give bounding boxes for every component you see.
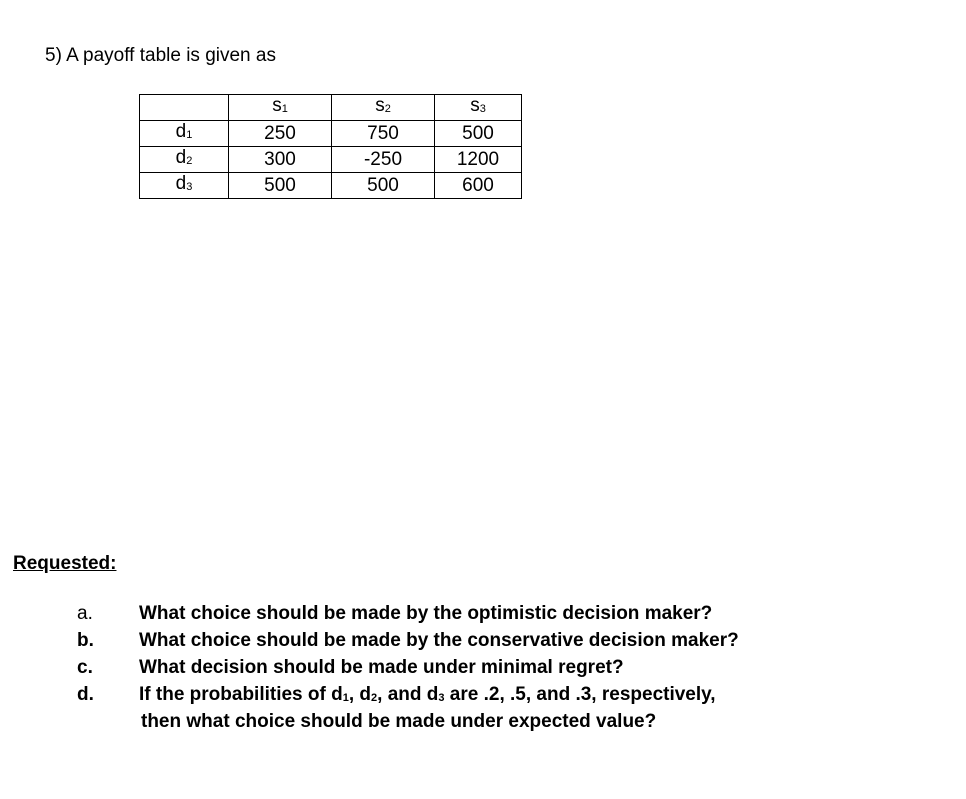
- decision-subscript: 1: [186, 129, 193, 141]
- state-label: s: [272, 95, 282, 116]
- state-subscript: 1: [281, 103, 288, 115]
- state-label: s: [470, 95, 480, 116]
- text-part: are .2, .5, and .3, respectively,: [444, 684, 716, 705]
- payoff-cell: -250: [332, 147, 435, 173]
- question-text: What decision should be made under minimal regret?: [139, 657, 624, 678]
- payoff-cell: 500: [435, 121, 522, 147]
- state-header-s1: [229, 95, 332, 121]
- state-subscript: 3: [479, 103, 486, 115]
- decision-label-d1: [140, 121, 229, 147]
- question-letter: d.: [77, 684, 94, 705]
- decision-label-d3: [140, 173, 229, 199]
- payoff-cell: 250: [229, 121, 332, 147]
- question-d: [0, 681, 966, 735]
- payoff-cell: 600: [435, 173, 522, 199]
- question-b: [0, 627, 966, 654]
- payoff-cell: 750: [332, 121, 435, 147]
- subscript: 1: [342, 692, 349, 704]
- problem-heading: 5) A payoff table is given as: [45, 45, 276, 66]
- text-part: , d: [348, 684, 372, 705]
- payoff-cell: 500: [229, 173, 332, 199]
- table-row-d1: [140, 121, 522, 147]
- payoff-cell: 300: [229, 147, 332, 173]
- text-part: If the probabilities of d: [139, 684, 343, 705]
- table-header-row: [140, 95, 522, 121]
- payoff-cell: 1200: [435, 147, 522, 173]
- question-letter: c.: [77, 657, 93, 678]
- subscript: 3: [438, 692, 445, 704]
- state-label: s: [375, 95, 385, 116]
- decision-label: d: [175, 147, 187, 168]
- state-header-s3: [435, 95, 522, 121]
- decision-label: d: [175, 121, 187, 142]
- payoff-cell: 500: [332, 173, 435, 199]
- question-list: [0, 600, 966, 735]
- question-letter: a.: [77, 603, 93, 624]
- subscript: 2: [371, 692, 378, 704]
- table-corner-cell: [140, 95, 229, 121]
- requested-title: Requested:: [13, 553, 117, 574]
- state-subscript: 2: [384, 103, 391, 115]
- question-letter: b.: [77, 630, 94, 651]
- payoff-table: [139, 94, 522, 199]
- state-header-s2: [332, 95, 435, 121]
- question-text: What choice should be made by the conservative decision maker?: [139, 630, 739, 651]
- question-c: [0, 654, 966, 681]
- question-text-line2: then what choice should be made under expected value?: [141, 711, 657, 732]
- decision-label: d: [175, 173, 187, 194]
- decision-subscript: 2: [186, 155, 193, 167]
- question-a: [0, 600, 966, 627]
- table-row-d2: [140, 147, 522, 173]
- question-text: What choice should be made by the optimistic decision maker?: [139, 603, 713, 624]
- decision-label-d2: [140, 147, 229, 173]
- text-part: , and d: [377, 684, 439, 705]
- decision-subscript: 3: [186, 181, 193, 193]
- table-row-d3: [140, 173, 522, 199]
